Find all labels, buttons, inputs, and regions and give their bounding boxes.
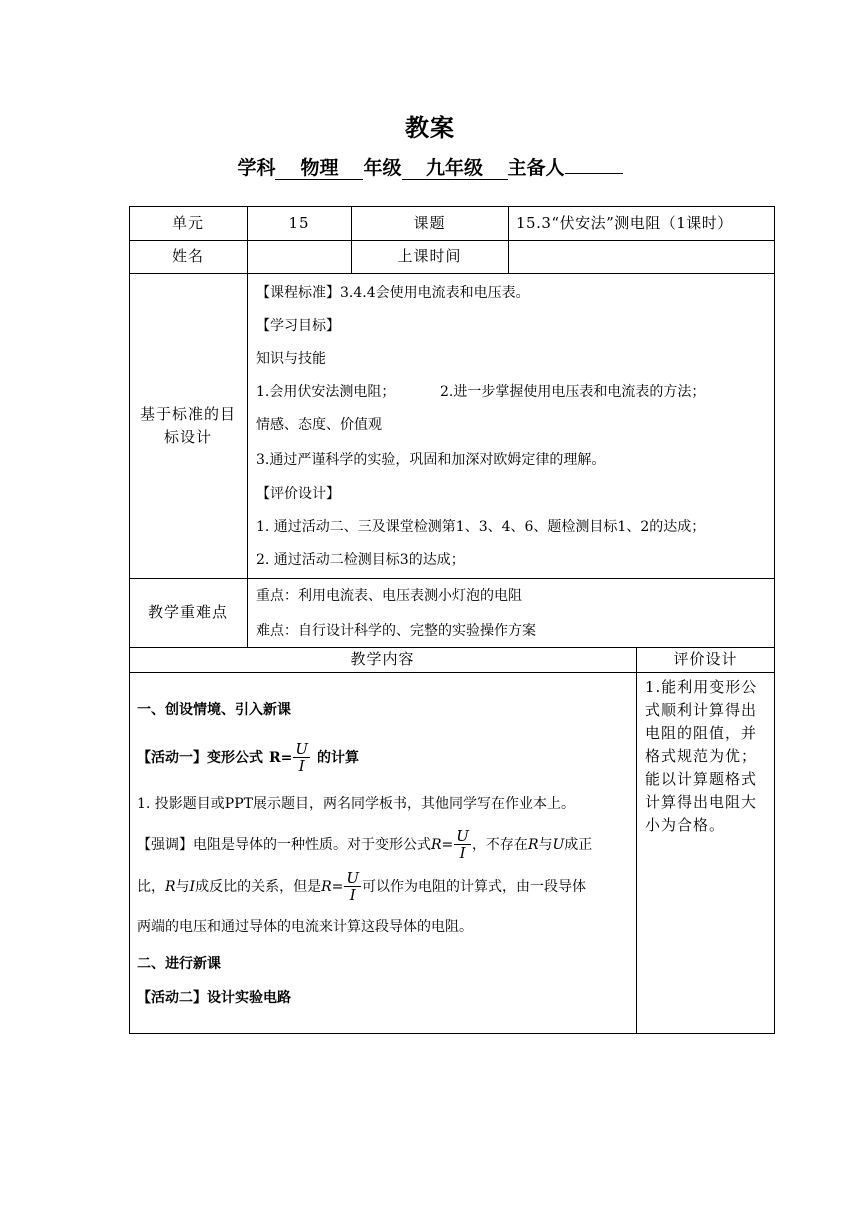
key-point: 重点：利用电流表、电压表测小灯泡的电阻: [256, 588, 522, 604]
objective-2: 2.进一步掌握使用电压表和电流表的方法；: [440, 384, 706, 400]
variable-i: I: [189, 878, 196, 895]
objective-1: 1.会用伏安法测电阻；: [256, 384, 396, 400]
section-heading-2: 二、进行新课: [137, 956, 221, 972]
content-paragraph-4: 两端的电压和通过导体的电流来计算这段导体的电阻。: [137, 919, 473, 935]
formula-fraction: [344, 870, 361, 903]
fraction-numerator: U: [346, 869, 360, 887]
evaluation-header: 评价设计: [673, 650, 738, 668]
formula-r: R=: [321, 878, 344, 895]
topic-label: 课题: [413, 213, 446, 232]
emphasis-text: 与: [538, 836, 553, 853]
topic-value: 15.3“伏安法”测电阻（1课时）: [516, 213, 733, 232]
objective-3: 3.通过严谨科学的实验，巩固和加深对欧姆定律的理解。: [256, 452, 606, 468]
body-text: 比，: [137, 878, 165, 895]
attitude-values-heading: 情感、态度、价值观: [256, 417, 382, 433]
emphasis-text: 【强调】电阻是导体的一种性质。对于变形公式: [137, 836, 431, 853]
formula-fraction: [293, 741, 310, 774]
grade-label: 年级: [363, 157, 402, 179]
name-value[interactable]: [247, 240, 351, 273]
subject-value: 物理: [275, 157, 363, 180]
fraction-denominator: I: [459, 844, 466, 862]
content-paragraph-2: [137, 828, 592, 861]
unit-value: 15: [288, 213, 310, 232]
section-heading-1: 一、创设情境、引入新课: [137, 702, 291, 718]
name-label: 姓名: [171, 247, 204, 265]
class-time-value[interactable]: [508, 240, 775, 273]
content-header: 教学内容: [350, 650, 415, 668]
objectives-label: 基于标准的目标设计: [139, 404, 236, 446]
content-paragraph-3: [137, 870, 586, 903]
curriculum-standard: 【课程标准】3.4.4会使用电流表和电压表。: [256, 285, 530, 301]
variable-r: R: [527, 836, 539, 853]
grade-value: 九年级: [402, 157, 508, 180]
body-text: 与: [175, 878, 190, 895]
fraction-denominator: I: [298, 757, 305, 775]
fraction-numerator: U: [295, 740, 309, 758]
evaluation-item-1: 1. 通过活动二、三及课堂检测第1、3、4、6、题检测目标1、2的达成；: [256, 519, 706, 535]
emphasis-text: ，不存在: [471, 836, 528, 853]
table-rule: [129, 672, 775, 673]
content-paragraph-1: 1. 投影题目或PPT展示题目，两名同学板书，其他同学写在作业本上。: [137, 796, 575, 812]
variable-r: R: [165, 878, 176, 895]
activity-1-heading: [137, 741, 359, 774]
evaluation-item-2: 2. 通过活动二检测目标3的达成；: [256, 552, 465, 568]
unit-label: 单元: [171, 213, 204, 232]
body-text: 成反比的关系，但是: [195, 878, 322, 895]
formula-r: R=: [431, 836, 454, 853]
evaluation-design-heading: 【评价设计】: [256, 486, 340, 502]
preparer-label: 主备人: [507, 157, 565, 179]
fraction-denominator: I: [349, 886, 356, 904]
class-time-label: 上课时间: [397, 247, 462, 265]
key-points-label: 教学重难点: [147, 603, 228, 621]
difficult-point: 难点：自行设计科学的、完整的实验操作方案: [256, 623, 536, 639]
activity-2-heading: 【活动二】设计实验电路: [137, 990, 291, 1006]
evaluation-text: 1.能利用变形公式顺利计算得出电阻的阻值，并格式规范为优；能以计算题格式计算得出电阻大小为合格。: [645, 678, 758, 834]
formula-fraction: [454, 828, 471, 861]
preparer-value: [565, 173, 623, 174]
table-rule: [636, 647, 637, 1034]
emphasis-text: 成正: [564, 836, 593, 853]
learning-objectives-heading: 【学习目标】: [256, 318, 340, 334]
activity-1-r: R=: [269, 749, 293, 766]
body-text: 可以作为电阻的计算式，由一段导体: [362, 878, 587, 895]
fraction-numerator: U: [456, 827, 469, 845]
subtitle-line: [0, 157, 860, 180]
subject-label: 学科: [237, 157, 276, 179]
knowledge-skills-heading: 知识与技能: [256, 351, 326, 367]
variable-u: U: [552, 836, 565, 853]
activity-1-prefix: 【活动一】变形公式: [137, 749, 263, 766]
activity-1-suffix: 的计算: [317, 749, 360, 766]
page-title: 教案: [405, 113, 455, 142]
